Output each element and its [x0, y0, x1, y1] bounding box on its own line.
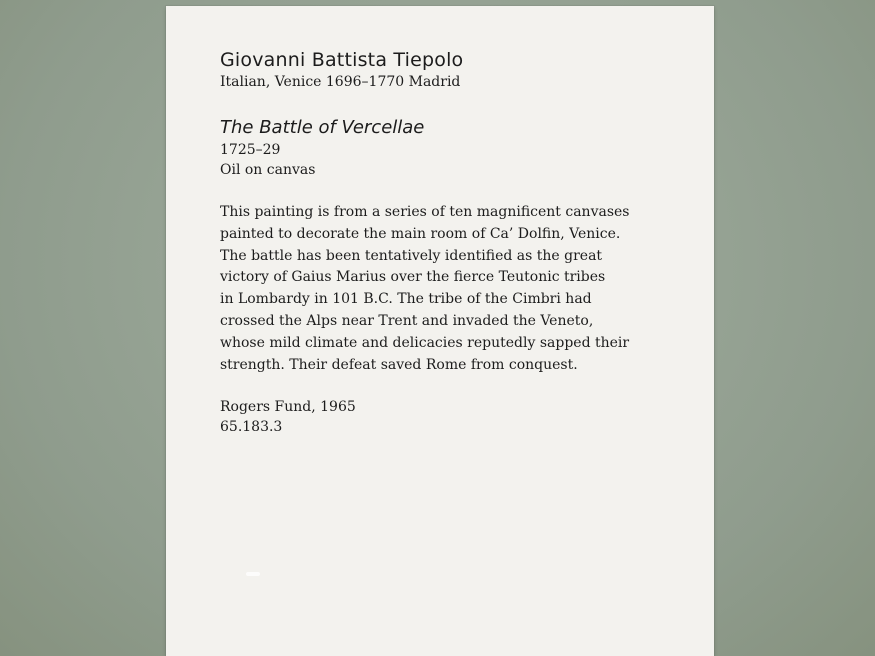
- description-line: painted to decorate the main room of Ca’ Dolfin, Venice.: [220, 225, 621, 242]
- work-title: The Battle of Vercellae: [220, 117, 425, 138]
- work-date: 1725–29: [220, 142, 281, 158]
- credit-line: Rogers Fund, 1965: [220, 399, 356, 416]
- artist-info: Italian, Venice 1696–1770 Madrid: [220, 74, 461, 90]
- description-line: whose mild climate and delicacies reputedly sapped their: [220, 334, 630, 351]
- description-line: This painting is from a series of ten magnificent canvases: [220, 204, 630, 220]
- description-line: in Lombardy in 101 B.C. The tribe of the Cimbri had: [220, 291, 592, 308]
- scuff-mark: [246, 572, 260, 576]
- artist-name: Giovanni Battista Tiepolo: [220, 49, 464, 71]
- description-line: crossed the Alps near Trent and invaded the Veneto,: [220, 312, 594, 329]
- description-paragraph: [220, 202, 694, 376]
- description-line: strength. Their defeat saved Rome from conquest.: [220, 356, 578, 373]
- accession-number: 65.183.3: [220, 419, 283, 436]
- label-content: [220, 48, 694, 437]
- museum-wall-label: [166, 6, 714, 656]
- description-line: The battle has been tentatively identified as the great: [220, 247, 603, 264]
- description-line: victory of Gaius Marius over the fierce Teutonic tribes: [220, 269, 606, 286]
- work-medium: Oil on canvas: [220, 162, 316, 178]
